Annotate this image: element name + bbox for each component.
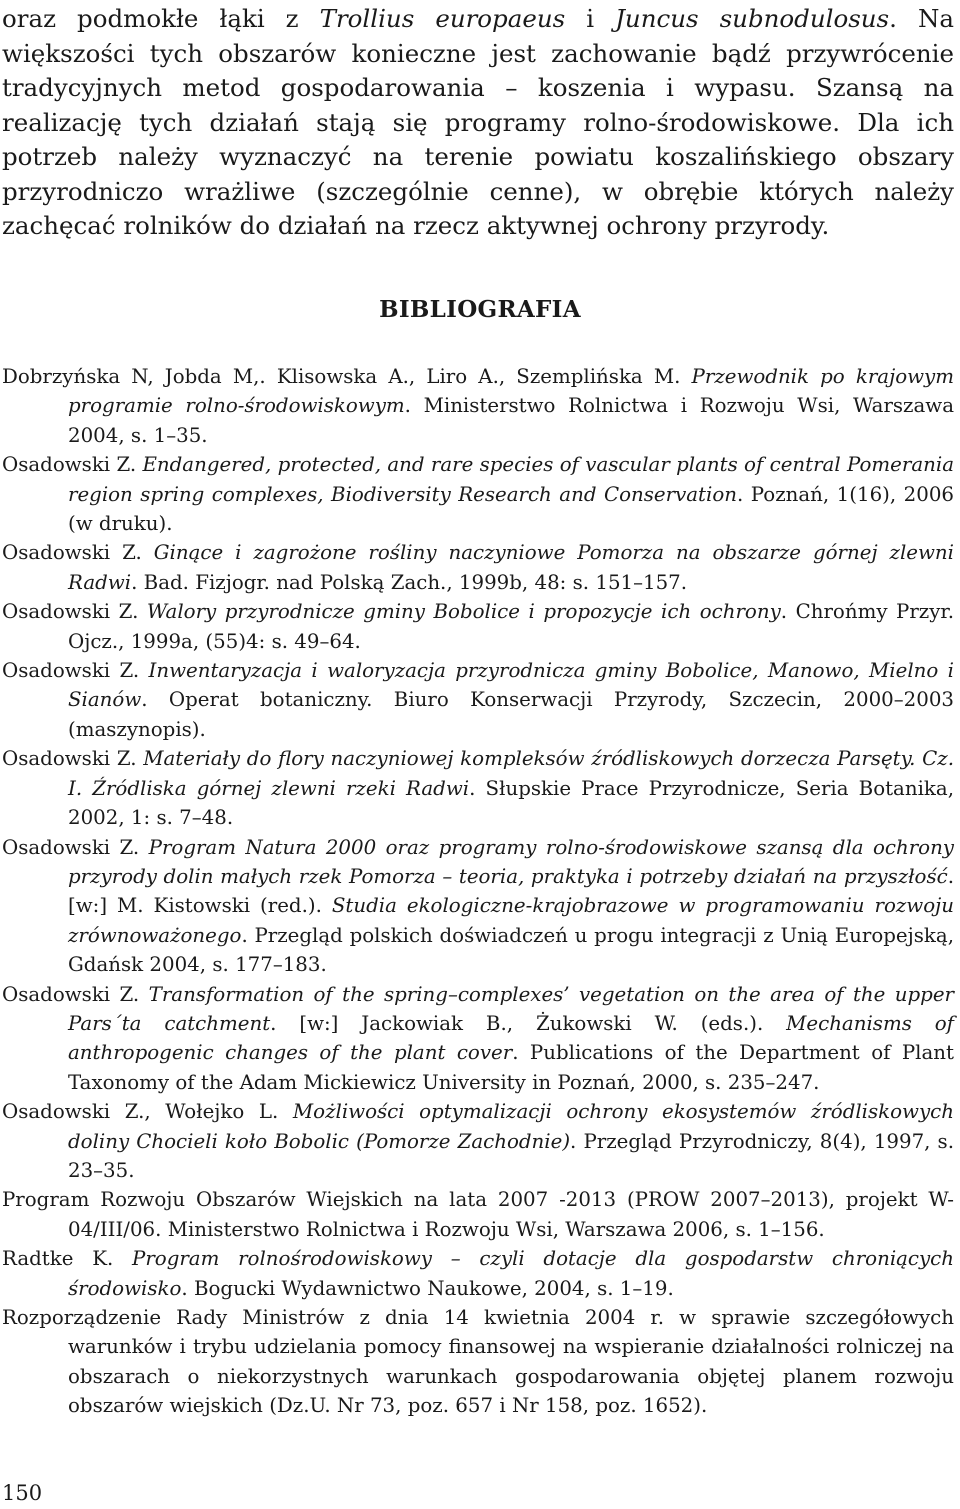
entry-title: Walory przyrodnicze gminy Bobolice i propozycje ich ochrony	[146, 600, 781, 624]
entry-source: . Ministerstwo Rolnictwa i Rozwoju Wsi, Warszawa 2004, s. 1–35.	[68, 394, 954, 447]
entry-title: Możliwości optymalizacji ochrony ekosystemów źródliskowych doliny Chocieli koło Bobolic (Pomorze Zachodnie)	[68, 1100, 954, 1153]
entry-authors: Dobrzyńska N, Jobda M,. Klisowska A., Liro A., Szemplińska M.	[2, 365, 692, 388]
bibliography-entry	[2, 980, 954, 1098]
entry-authors: Osadowski Z.	[2, 747, 144, 771]
paragraph-text: i	[565, 4, 616, 33]
entry-source: . Przegląd polskich doświadczeń u progu integracji z Unią Europejską, Gdańsk 2004, s. 177–183.	[68, 923, 954, 977]
entry-title: Materiały do flory naczyniowej kompleksów źródliskowych dorzecza Parsęty. Cz. I. Źródliska górnej zlewni rzeki Radwi	[68, 747, 954, 800]
entry-editors: . [w:] Jackowiak B., Żukowski W. (eds.).	[270, 1011, 787, 1035]
bibliography-list	[2, 362, 954, 1421]
entry-source: . Przegląd Przyrodniczy, 8(4), 1997, s. 23–35.	[68, 1129, 955, 1182]
bibliography-entry	[2, 1185, 954, 1244]
bibliography-entry	[2, 450, 954, 538]
entry-source: . Operat botaniczny. Biuro Konserwacji Przyrody, Szczecin, 2000–2003 (maszynopis).	[68, 688, 954, 741]
entry-source: . Publications of the Department of Plant Taxonomy of the Adam Mickiewicz University in Poznań, 2000, s. 235–247.	[68, 1041, 954, 1094]
entry-authors: Osadowski Z.	[2, 659, 149, 683]
bibliography-entry	[2, 1303, 954, 1421]
bibliography-entry	[2, 1244, 954, 1303]
entry-source: . Poznań, 1(16), 2006 (w druku).	[68, 482, 955, 536]
entry-editors: . [w:] M. Kistowski (red.).	[68, 864, 954, 918]
species-name: Juncus subnodulosus	[615, 4, 890, 33]
paragraph-text: oraz podmokłe łąki z	[2, 4, 320, 33]
body-paragraph	[2, 2, 954, 244]
entry-title: Przewodnik po krajowym programie rolno-środowiskowym	[68, 365, 954, 418]
bibliography-entry	[2, 656, 954, 744]
entry-authors: Osadowski Z.	[2, 541, 154, 565]
entry-authors: Osadowski Z.	[2, 600, 147, 624]
paragraph-text: . Na większości tych obszarów konieczne jest zachowanie bądź przywrócenie tradycyjnych metod gospodarowania – koszenia i wypasu. Szansą na realizację tych działań stają się programy rolno-środowiskowe. Dla ich potrzeb należy wyznaczyć na terenie powiatu koszalińskiego obszary przyrodniczo wrażliwe (szczególnie cenne), w obrębie których należy zachęcać rolników do działań na rzecz aktywnej ochrony przyrody.	[2, 4, 955, 240]
entry-text: Program Rozwoju Obszarów Wiejskich na lata 2007 -2013 (PROW 2007–2013), projekt W-04/III/06. Ministerstwo Rolnictwa i Rozwoju Wsi, Warszawa 2006, s. 1–156.	[2, 1188, 954, 1241]
entry-title: Program rolnośrodowiskowy – czyli dotacje dla gospodarstw chroniących środowisko	[68, 1247, 955, 1300]
entry-title: Endangered, protected, and rare species of vascular plants of central Pomerania region spring complexes, Biodiversity Research and Conservation	[68, 453, 954, 506]
entry-authors: Osadowski Z.	[2, 982, 149, 1006]
bibliography-entry	[2, 597, 954, 656]
entry-authors: Osadowski Z.	[2, 453, 143, 477]
entry-source: . Bogucki Wydawnictwo Naukowe, 2004, s. 1–19.	[181, 1276, 674, 1300]
entry-source: . Bad. Fizjogr. nad Polską Zach., 1999b, 48: s. 151–157.	[131, 570, 688, 594]
bibliography-entry	[2, 1097, 954, 1185]
entry-authors: Osadowski Z., Wołejko L.	[2, 1100, 293, 1124]
entry-title: Inwentaryzacja i waloryzacja przyrodnicza gminy Bobolice, Manowo, Mielno i Sianów	[68, 659, 954, 712]
entry-title: Ginące i zagrożone rośliny naczyniowe Pomorza na obszarze górnej zlewni Radwi	[68, 541, 954, 594]
entry-title: Transformation of the spring–complexes’ vegetation on the area of the upper Pars´ta catchment	[68, 982, 954, 1035]
species-name: Trollius europaeus	[319, 4, 566, 33]
bibliography-entry	[2, 538, 954, 597]
entry-volume-title: Studia ekologiczne-krajobrazowe w programowaniu rozwoju zrównoważonego	[68, 894, 954, 947]
entry-authors: Radtke K.	[2, 1247, 133, 1271]
entry-source: . Słupskie Prace Przyrodnicze, Seria Botanika, 2002, 1: s. 7–48.	[68, 776, 954, 830]
entry-title: Program Natura 2000 oraz programy rolno-środowiskowe szansą dla ochrony przyrody dolin małych rzek Pomorza – teoria, praktyka i potrzeby działań na przyszłość	[68, 835, 954, 888]
bibliography-entry	[2, 362, 954, 450]
page-number: 150	[2, 1481, 43, 1505]
entry-text: Rozporządzenie Rady Ministrów z dnia 14 kwietnia 2004 r. w sprawie szczegółowych warunków i trybu udzielania pomocy finansowej na wspieranie działalności rolniczej na obszarach o niekorzystnych warunkach gospodarowania objętej planem rozwoju obszarów wiejskich (Dz.U. Nr 73, poz. 657 i Nr 158, poz. 1652).	[2, 1306, 954, 1418]
entry-volume-title: Mechanisms of anthropogenic changes of the plant cover	[68, 1011, 954, 1065]
bibliography-entry	[2, 833, 954, 980]
entry-source: . Chrońmy Przyr. Ojcz., 1999a, (55)4: s. 49–64.	[68, 600, 954, 653]
entry-authors: Osadowski Z.	[2, 835, 149, 859]
bibliography-heading: BIBLIOGRAFIA	[379, 296, 581, 323]
bibliography-entry	[2, 744, 954, 832]
